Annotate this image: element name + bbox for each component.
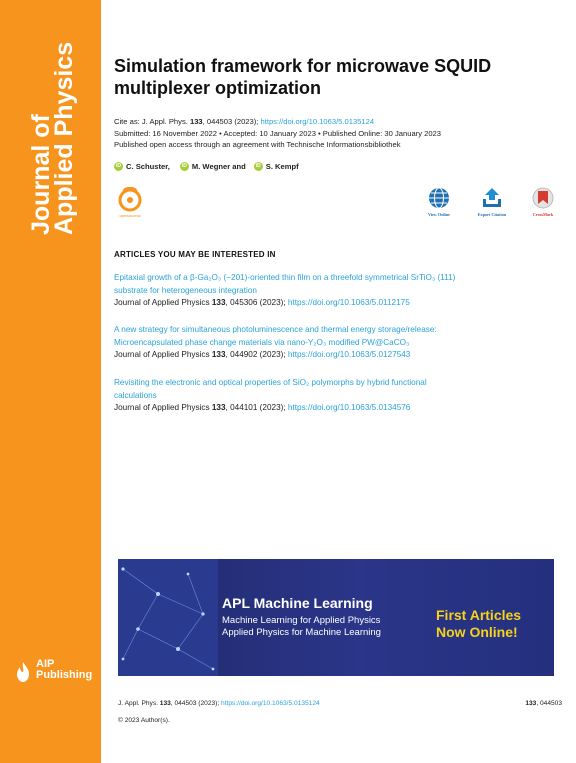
globe-icon — [428, 187, 450, 209]
cite-doi-link[interactable]: https://doi.org/10.1063/5.0135124 — [260, 117, 375, 126]
apl-ml-advert-banner[interactable] — [118, 559, 554, 676]
related-article-citation — [114, 297, 554, 310]
author-name[interactable]: S. Kempf — [265, 162, 299, 171]
related-article-title-line2[interactable]: Microencapsulated phase change materials via nano-Y₂O₃ modified PW@CaCO₃ — [114, 337, 410, 347]
footer-doi-link[interactable]: https://doi.org/10.1063/5.0135124 — [221, 700, 320, 707]
crossmark-icon — [532, 187, 554, 209]
related-article-citation — [114, 402, 554, 415]
journal-name-line2: Applied Physics — [50, 41, 78, 235]
citation-volume: 133 — [211, 403, 226, 412]
footer-right-rest: , 044503 — [536, 700, 562, 707]
related-article-title-line1[interactable]: Epitaxial growth of a β-Ga₂O₃ (−201)-oriented thin film on a threefold symmetrical SrTiO₃ (111) — [114, 273, 456, 282]
banner-subtitle — [222, 615, 381, 639]
citation-journal: Journal of Applied Physics — [114, 403, 212, 412]
author-name[interactable]: M. Wegner and — [191, 162, 246, 171]
article-title-line1: Simulation framework for microwave SQUID — [114, 56, 492, 76]
related-article[interactable] — [114, 272, 554, 310]
citation-rest: , 044902 (2023); — [225, 350, 288, 359]
related-article-title[interactable] — [114, 377, 554, 402]
open-access-icon — [114, 187, 146, 213]
article-title-line2: multiplexer optimization — [114, 78, 322, 98]
aip-publishing-text — [36, 659, 92, 681]
open-access-badge[interactable] — [114, 187, 146, 221]
author-list — [114, 162, 299, 171]
related-article-title-line2[interactable]: substrate for heterogeneous integration — [114, 285, 257, 295]
footer-rest: , 044503 (2023); — [170, 700, 222, 707]
aip-text-line1: AIP — [36, 658, 55, 670]
orcid-icon[interactable]: iD — [116, 163, 121, 169]
aip-publishing-logo[interactable] — [14, 659, 94, 689]
footer-right-volume: 133 — [525, 700, 537, 707]
banner-title: APL Machine Learning — [222, 595, 373, 611]
open-access-label: openaccess — [119, 213, 141, 218]
cite-prefix: Cite as: J. Appl. Phys. — [114, 117, 190, 126]
crossmark-label: CrossMark — [532, 212, 554, 217]
aip-text-line2: Publishing — [36, 669, 93, 681]
related-article-citation — [114, 349, 554, 362]
citation-doi-link[interactable]: https://doi.org/10.1063/5.0112175 — [287, 298, 410, 307]
banner-network-graphic — [118, 559, 218, 676]
banner-cta-line2[interactable]: Now Online! — [436, 624, 518, 640]
related-article-title-line1[interactable]: Revisiting the electronic and optical properties of SiO₂ polymorphs by hybrid functional — [114, 378, 427, 387]
view-online-button[interactable] — [419, 187, 459, 217]
citation-volume: 133 — [211, 298, 226, 307]
publication-dates: Submitted: 16 November 2022 • Accepted: 10 January 2023 • Published Online: 30 January 2023 — [114, 128, 441, 138]
orcid-icon[interactable]: iD — [255, 163, 261, 169]
citation-journal: Journal of Applied Physics — [114, 298, 212, 307]
footer-copyright: © 2023 Author(s). — [118, 717, 170, 724]
author-name[interactable]: C. Schuster, — [126, 162, 170, 171]
citation-rest: , 045306 (2023); — [225, 298, 288, 307]
open-access-note: Published open access through an agreement with Technische Informationsbibliothek — [114, 140, 401, 149]
journal-name — [27, 41, 78, 235]
crossmark-button[interactable] — [523, 187, 563, 217]
cite-volume: 133 — [189, 117, 203, 126]
journal-name-line1: Journal of — [27, 114, 55, 235]
orcid-icon[interactable]: iD — [181, 163, 187, 169]
related-article-title[interactable] — [114, 272, 554, 297]
export-citation-button[interactable] — [472, 187, 512, 217]
footer-prefix: J. Appl. Phys. — [118, 700, 160, 707]
article-title — [114, 55, 554, 99]
citation-journal: Journal of Applied Physics — [114, 350, 212, 359]
journal-sidebar — [0, 0, 101, 763]
related-article-title[interactable] — [114, 324, 554, 349]
view-online-label: View Online — [427, 212, 451, 217]
citation-doi-link[interactable]: https://doi.org/10.1063/5.0134576 — [287, 403, 411, 412]
banner-cta[interactable] — [436, 607, 521, 641]
article-tools — [114, 187, 560, 229]
export-citation-label: Export Citation — [477, 212, 507, 217]
citation-doi-link[interactable]: https://doi.org/10.1063/5.0127543 — [287, 350, 411, 359]
citation-volume: 133 — [211, 350, 226, 359]
citation-rest: , 044101 (2023); — [225, 403, 288, 412]
related-article-title-line1[interactable]: A new strategy for simultaneous photoluminescence and thermal energy storage/release: — [114, 325, 437, 334]
related-article-title-line2[interactable]: calculations — [114, 390, 157, 400]
banner-subtitle-line2: Applied Physics for Machine Learning — [222, 627, 381, 638]
banner-subtitle-line1: Machine Learning for Applied Physics — [222, 615, 381, 626]
related-article[interactable] — [114, 377, 554, 415]
cite-rest: , 044503 (2023); — [202, 117, 261, 126]
aip-flame-icon — [14, 661, 32, 683]
footer-citation — [118, 700, 562, 707]
citation-line — [114, 116, 554, 128]
related-article[interactable] — [114, 324, 554, 362]
export-icon — [481, 187, 503, 209]
related-articles-heading: ARTICLES YOU MAY BE INTERESTED IN — [114, 250, 276, 259]
footer-page-ref — [525, 700, 562, 707]
article-meta — [114, 116, 554, 151]
banner-cta-line1[interactable]: First Articles — [436, 607, 522, 623]
footer-volume: 133 — [159, 700, 171, 707]
